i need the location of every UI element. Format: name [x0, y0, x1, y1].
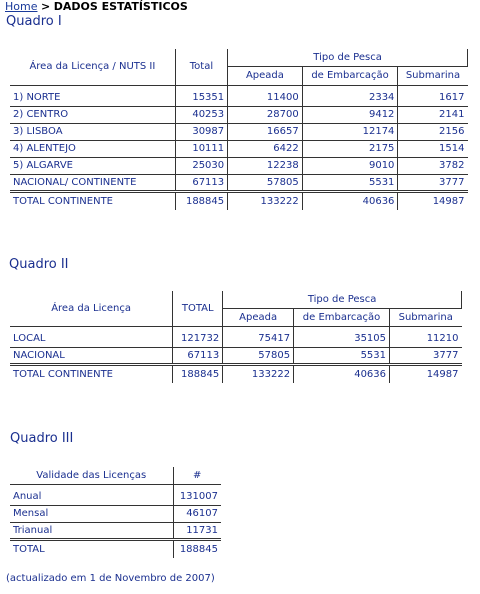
row-label: 2) CENTRO [10, 106, 175, 123]
quadro1-title: Quadro I [6, 14, 62, 29]
quadro1-area-header: Área da Licença / NUTS II [10, 49, 175, 85]
row-embarcacao: 9010 [302, 157, 398, 174]
total-row-submarina: 14987 [398, 191, 468, 210]
table-row [10, 505, 221, 522]
row-label: NACIONAL/ CONTINENTE [13, 176, 137, 188]
table-total-row [10, 539, 221, 558]
row-submarina: 1617 [398, 89, 468, 106]
table-row [10, 522, 221, 539]
row-embarcacao: 5531 [302, 174, 398, 191]
row-apeada: 11400 [228, 89, 303, 106]
quadro1-tipo-header: Tipo de Pesca [228, 49, 468, 66]
quadro1-embarcacao-header: de Embarcação [302, 66, 398, 85]
quadro2-total-header: TOTAL [173, 291, 223, 326]
table-total-row [10, 191, 468, 210]
row-submarina: 11210 [390, 330, 462, 347]
total-row-total: 188845 [173, 364, 223, 383]
row-apeada: 57805 [228, 174, 303, 191]
row-label: Mensal [10, 505, 173, 522]
total-row-embarcacao: 40636 [294, 364, 390, 383]
table-row [10, 106, 468, 123]
row-embarcacao: 9412 [302, 106, 398, 123]
row-apeada: 75417 [223, 330, 294, 347]
quadro2-apeada-header: Apeada [223, 308, 294, 326]
row-count: 131007 [173, 488, 221, 505]
quadro2-tipo-header: Tipo de Pesca [223, 291, 462, 308]
quadro2-table [10, 291, 462, 383]
quadro3-count-header: # [173, 467, 221, 484]
row-submarina: 3777 [390, 347, 462, 364]
row-total: 25030 [175, 157, 227, 174]
row-submarina: 1514 [398, 140, 468, 157]
total-row-total: 188845 [175, 191, 227, 210]
total-row-apeada: 133222 [223, 364, 294, 383]
quadro3-validity-header: Validade das Licenças [10, 467, 173, 484]
row-apeada: 12238 [228, 157, 303, 174]
row-submarina: 2156 [398, 123, 468, 140]
breadcrumb [5, 0, 188, 13]
total-row-label: TOTAL CONTINENTE [10, 364, 173, 383]
row-total: 67113 [173, 347, 223, 364]
row-label: Anual [10, 488, 173, 505]
quadro3-title: Quadro III [10, 431, 74, 446]
row-embarcacao: 35105 [294, 330, 390, 347]
table-row [10, 330, 462, 347]
row-total: 10111 [175, 140, 227, 157]
table-total-row [10, 364, 462, 383]
row-label: 4) ALENTEJO [10, 140, 175, 157]
table-row [10, 174, 468, 191]
row-apeada: 28700 [228, 106, 303, 123]
table-row [10, 157, 468, 174]
row-label: NACIONAL [13, 349, 65, 361]
row-apeada: 6422 [228, 140, 303, 157]
total-row-submarina: 14987 [390, 364, 462, 383]
row-embarcacao: 2175 [302, 140, 398, 157]
row-apeada: 57805 [223, 347, 294, 364]
footer-note: (actualizado em 1 de Novembro de 2007) [6, 573, 215, 584]
row-total: 15351 [175, 89, 227, 106]
breadcrumb-separator: > [40, 0, 51, 13]
quadro2-title: Quadro II [9, 257, 69, 272]
total-row-embarcacao: 40636 [302, 191, 398, 210]
quadro1-apeada-header: Apeada [228, 66, 303, 85]
row-embarcacao: 12174 [302, 123, 398, 140]
row-label: Trianual [13, 524, 53, 536]
row-total: 30987 [175, 123, 227, 140]
row-count: 46107 [173, 505, 221, 522]
quadro2-embarcacao-header: de Embarcação [294, 308, 390, 326]
row-label: LOCAL [10, 330, 173, 347]
row-submarina: 3777 [398, 174, 468, 191]
row-total: 121732 [173, 330, 223, 347]
table-row [10, 89, 468, 106]
row-submarina: 3782 [398, 157, 468, 174]
home-link[interactable]: Home [5, 0, 38, 13]
quadro1-submarina-header: Submarina [398, 66, 468, 85]
row-label: 1) NORTE [10, 89, 175, 106]
quadro1-total-header: Total [175, 49, 227, 85]
total-row-label: TOTAL CONTINENTE [10, 191, 175, 210]
table-row [10, 123, 468, 140]
row-apeada: 16657 [228, 123, 303, 140]
row-count: 11731 [173, 522, 221, 539]
row-label: 5) ALGARVE [10, 157, 175, 174]
row-label: 3) LISBOA [10, 123, 175, 140]
quadro2-area-header: Área da Licença [10, 291, 173, 326]
total-row-count: 188845 [173, 539, 221, 558]
quadro3-table [10, 467, 221, 558]
row-total: 67113 [175, 174, 227, 191]
quadro2-submarina-header: Submarina [390, 308, 462, 326]
total-row-apeada: 133222 [228, 191, 303, 210]
quadro1-table [10, 49, 468, 210]
table-row [10, 488, 221, 505]
total-row-label: TOTAL [10, 539, 173, 558]
row-embarcacao: 2334 [302, 89, 398, 106]
row-submarina: 2141 [398, 106, 468, 123]
breadcrumb-current: DADOS ESTATÍSTICOS [53, 0, 188, 13]
row-total: 40253 [175, 106, 227, 123]
table-row [10, 347, 462, 364]
row-embarcacao: 5531 [294, 347, 390, 364]
table-row [10, 140, 468, 157]
